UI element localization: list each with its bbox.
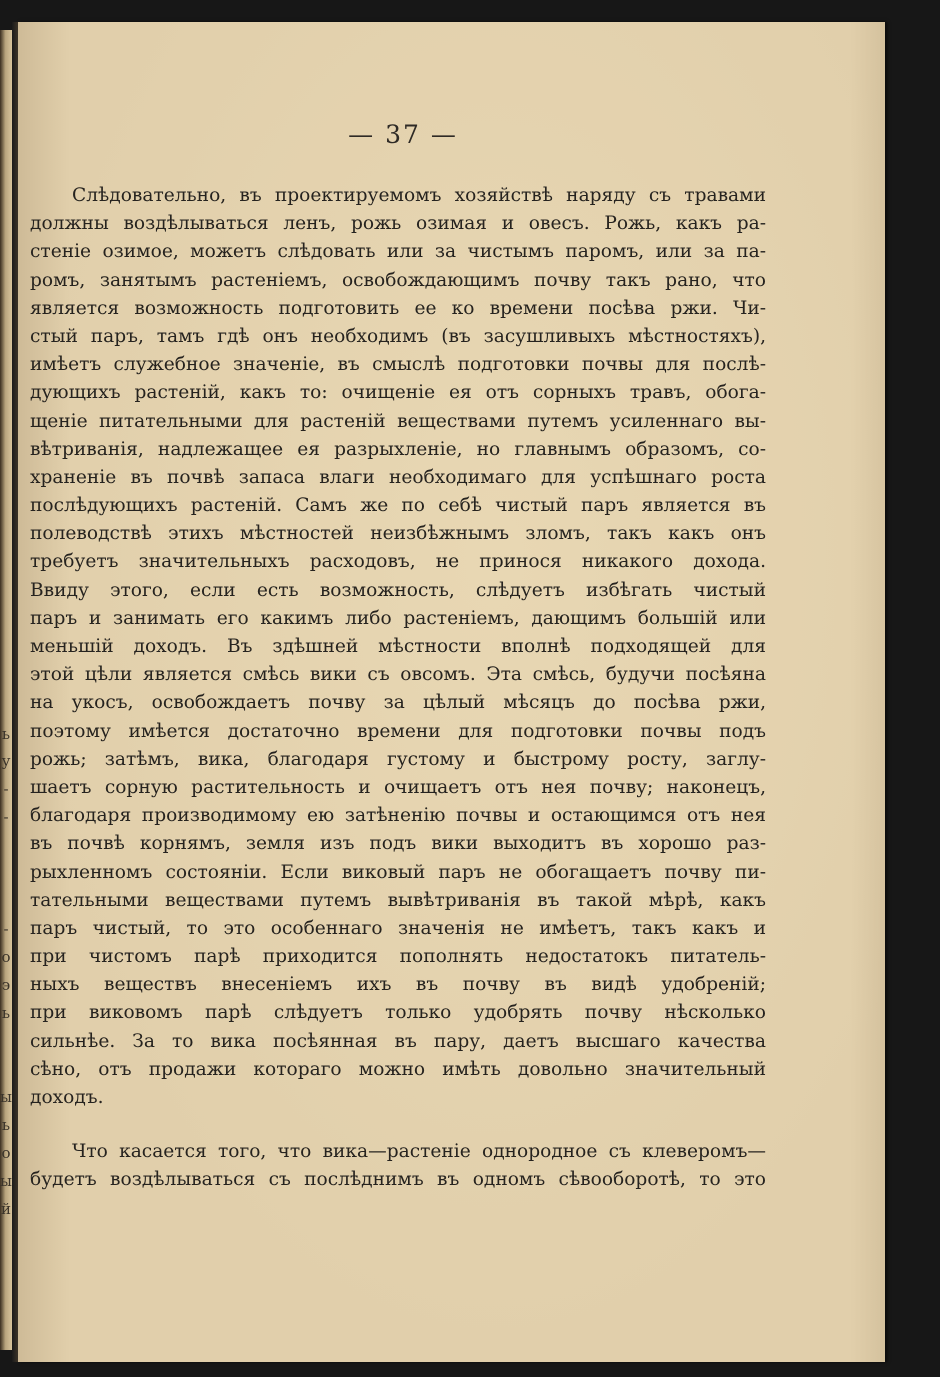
- page-number: — 37 —: [348, 120, 458, 149]
- text-line: Что касается того, что вика—растеніе однородное съ клеверомъ—: [72, 1141, 766, 1163]
- text-line: рожь; затѣмъ, вика, благодаря густому и быстрому росту, заглу-: [30, 748, 766, 770]
- previous-page-edge: [0, 30, 12, 1350]
- margin-mark: ь: [1, 1116, 11, 1134]
- text-line: рыхленномъ состояніи. Если виковый паръ не обогащаетъ почву пи-: [30, 861, 766, 883]
- text-line: шаетъ сорную растительность и очищаетъ отъ нея почву; наконецъ,: [30, 776, 766, 798]
- text-line: Слѣдовательно, въ проектируемомъ хозяйствѣ наряду съ травами: [72, 185, 766, 206]
- text-line: ромъ, занятымъ растеніемъ, освобождающимъ почву такъ рано, что: [30, 269, 766, 291]
- text-line: щеніе питательными для растеній веществами путемъ усиленнаго вы-: [30, 410, 766, 432]
- text-line: имѣетъ служебное значеніе, въ смыслѣ подготовки почвы для послѣ-: [30, 354, 766, 376]
- text-line: требуетъ значительныхъ расходовъ, не принося никакого дохода.: [30, 551, 766, 573]
- margin-mark: у: [1, 752, 11, 770]
- book-page: [18, 22, 885, 1362]
- text-line: паръ и занимать его какимъ либо растеніемъ, дающимъ большій или: [30, 607, 766, 629]
- margin-mark: й: [1, 1200, 11, 1218]
- margin-mark: э: [1, 976, 11, 994]
- text-line: тательными веществами путемъ вывѣтриванія въ такой мѣрѣ, какъ: [30, 889, 766, 911]
- margin-mark: о: [1, 948, 11, 966]
- text-line: меньшій доходъ. Въ здѣшней мѣстности вполнѣ подходящей для: [30, 636, 766, 657]
- text-line: паръ чистый, то это особеннаго значенія не имѣетъ, такъ какъ и: [30, 917, 766, 939]
- margin-mark: ы: [0, 1172, 12, 1190]
- margin-mark: о: [1, 1144, 11, 1162]
- margin-mark: ь: [1, 725, 11, 743]
- text-line: на укосъ, освобождаетъ почву за цѣлый мѣсяцъ до посѣва ржи,: [30, 692, 766, 714]
- text-line: является возможность подготовить ее ко времени посѣва ржи. Чи-: [30, 297, 766, 319]
- margin-mark: -: [3, 920, 9, 938]
- body-text: [30, 182, 766, 1195]
- text-line: вѣтриванія, надлежащее ея разрыхленіе, но главнымъ образомъ, со-: [30, 438, 766, 460]
- margin-mark: -: [3, 808, 9, 826]
- text-line: при чистомъ парѣ приходится пополнять недостатокъ питатель-: [30, 946, 766, 968]
- text-line: поэтому имѣется достаточно времени для подготовки почвы подъ: [30, 720, 766, 742]
- text-line: Ввиду этого, если есть возможность, слѣдуетъ избѣгать чистый: [30, 579, 766, 601]
- text-line: доходъ.: [30, 1087, 104, 1108]
- text-line: при виковомъ парѣ слѣдуетъ только удобрять почву нѣсколько: [30, 1002, 766, 1024]
- margin-mark: ь: [1, 1004, 11, 1022]
- text-line: сильнѣе. За то вика посѣянная въ пару, даетъ высшаго качества: [30, 1030, 766, 1052]
- margin-mark: -: [3, 780, 9, 798]
- text-line: ныхъ веществъ внесеніемъ ихъ въ почву въ видѣ удобреній;: [30, 974, 766, 996]
- text-line: сѣно, отъ продажи котораго можно имѣть довольно значительный: [30, 1058, 766, 1080]
- text-line: этой цѣли является смѣсь вики съ овсомъ. Эта смѣсь, будучи посѣяна: [30, 664, 766, 686]
- paragraph-gap: [30, 1112, 766, 1138]
- text-line: дующихъ растеній, какъ то: очищеніе ея отъ сорныхъ травъ, обога-: [30, 382, 766, 404]
- text-line: послѣдующихъ растеній. Самъ же по себѣ чистый паръ является въ: [30, 495, 766, 517]
- text-line: должны воздѣлываться ленъ, рожь озимая и овесъ. Рожь, какъ ра-: [30, 213, 766, 235]
- text-line: храненіе въ почвѣ запаса влаги необходимаго для успѣшнаго роста: [30, 466, 766, 488]
- text-line: благодаря производимому ею затѣненію почвы и остающимся отъ нея: [30, 805, 766, 827]
- text-line: полеводствѣ этихъ мѣстностей неизбѣжнымъ зломъ, такъ какъ онъ: [30, 523, 766, 545]
- text-line: стеніе озимое, можетъ слѣдовать или за чистымъ паромъ, или за па-: [30, 241, 766, 263]
- text-line: будетъ воздѣлываться съ послѣднимъ въ одномъ сѣвооборотѣ, то это: [30, 1169, 766, 1191]
- text-line: въ почвѣ корнямъ, земля изъ подъ вики выходитъ въ хорошо раз-: [30, 833, 766, 855]
- text-line: стый паръ, тамъ гдѣ онъ необходимъ (въ засушливыхъ мѣстностяхъ),: [30, 325, 766, 347]
- margin-mark: ы: [0, 1088, 12, 1106]
